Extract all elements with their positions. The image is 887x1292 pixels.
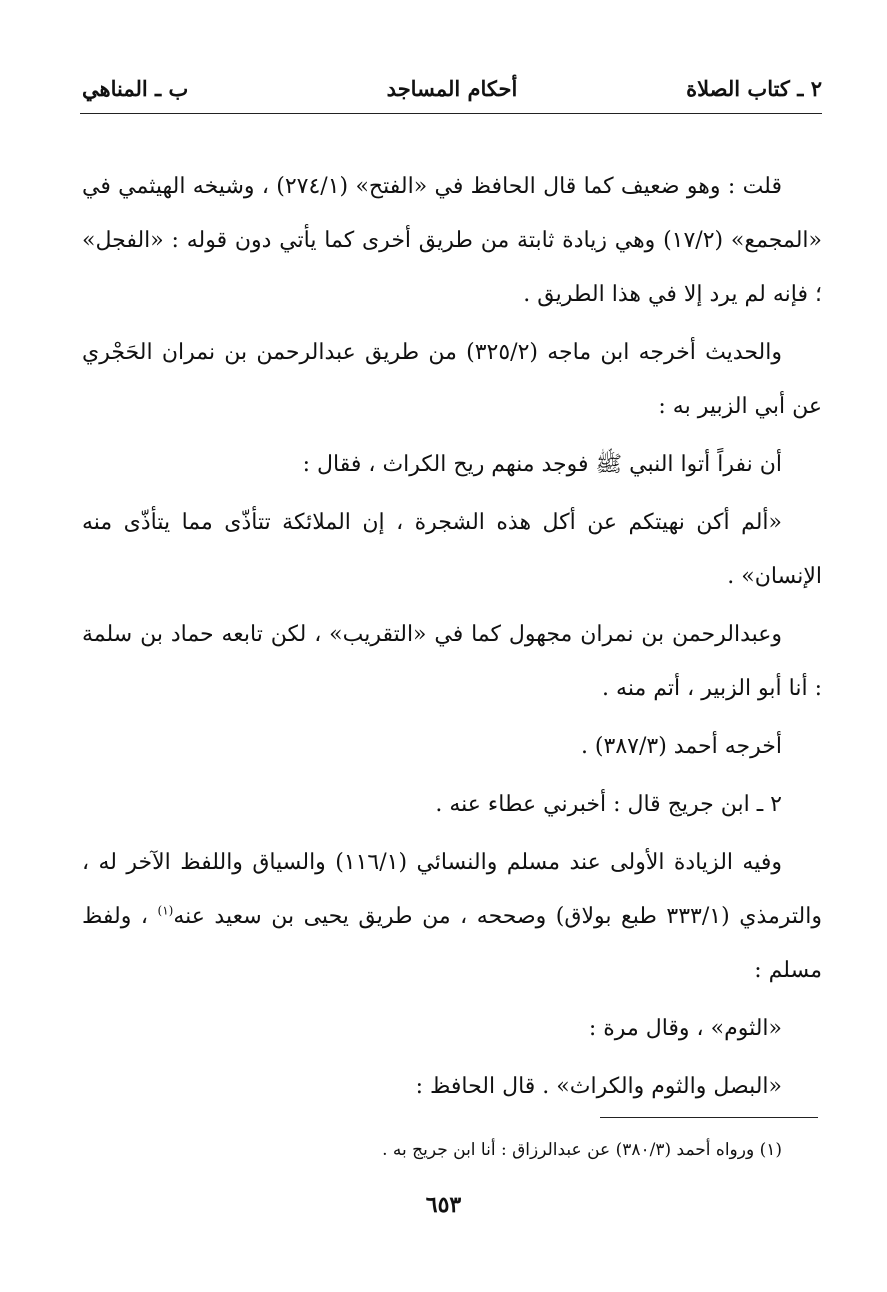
paragraph-9: «الثوم» ، وقال مرة : [588, 1016, 782, 1041]
footnote-reference[interactable]: (١) [157, 903, 174, 918]
paragraph-2: والحديث أخرجه ابن ماجه (٣٢٥/٢) من طريق عبدالرحمن بن نمران الحَجْري عن أبي الزبير به : [82, 340, 822, 419]
paragraph-5: وعبدالرحمن بن نمران مجهول كما في «التقريب» ، لكن تابعه حماد بن سلمة : أنا أبو الزبير ، أتم منه . [82, 622, 822, 701]
page-number: ٦٥٣ [425, 1192, 462, 1218]
paragraph-1: قلت : وهو ضعيف كما قال الحافظ في «الفتح» (٢٧٤/١) ، وشيخه الهيثمي في «المجمع» (١٧/٢) وهي زيادة ثابتة من طريق أخرى كما يأتي دون قوله : «الفجل» ؛ فإنه لم يرد إلا في هذا الطريق . [82, 174, 822, 307]
paragraph-8 [82, 836, 822, 998]
paragraph-6: أخرجه أحمد (٣٨٧/٣) . [580, 734, 782, 759]
paragraph-3: أن نفراً أتوا النبي ﷺ فوجد منهم ريح الكراث ، فقال : [302, 452, 782, 477]
header-section: ب ـ المناهي [82, 76, 189, 101]
paragraph-10: «البصل والثوم والكراث» . قال الحافظ : [415, 1074, 782, 1099]
paragraph-4: «ألم أكن نهيتكم عن أكل هذه الشجرة ، إن الملائكة تتأذّى مما يتأذّى منه الإنسان» . [82, 510, 822, 589]
footnote-divider [600, 1117, 818, 1118]
header-title: أحكام المساجد [386, 76, 518, 101]
paragraph-7: ٢ ـ ابن جريج قال : أخبرني عطاء عنه . [435, 792, 782, 817]
header-divider [80, 113, 822, 114]
paragraph-8-text: وفيه الزيادة الأولى عند مسلم والنسائي (١١٦/١) والسياق واللفظ الآخر له ، والترمذي (٣٣٣/١ طبع بولاق) وصححه ، من طريق يحيى بن سعيد عنه [82, 850, 822, 929]
running-header [82, 70, 822, 110]
main-text [82, 160, 822, 1118]
header-chapter: ٢ ـ كتاب الصلاة [686, 76, 822, 101]
paragraph-8-tail: ، ولفظ مسلم : [82, 904, 822, 983]
footnote: (١) ورواه أحمد (٣٨٠/٣) عن عبدالرزاق : أنا ابن جريج به . [382, 1140, 782, 1160]
